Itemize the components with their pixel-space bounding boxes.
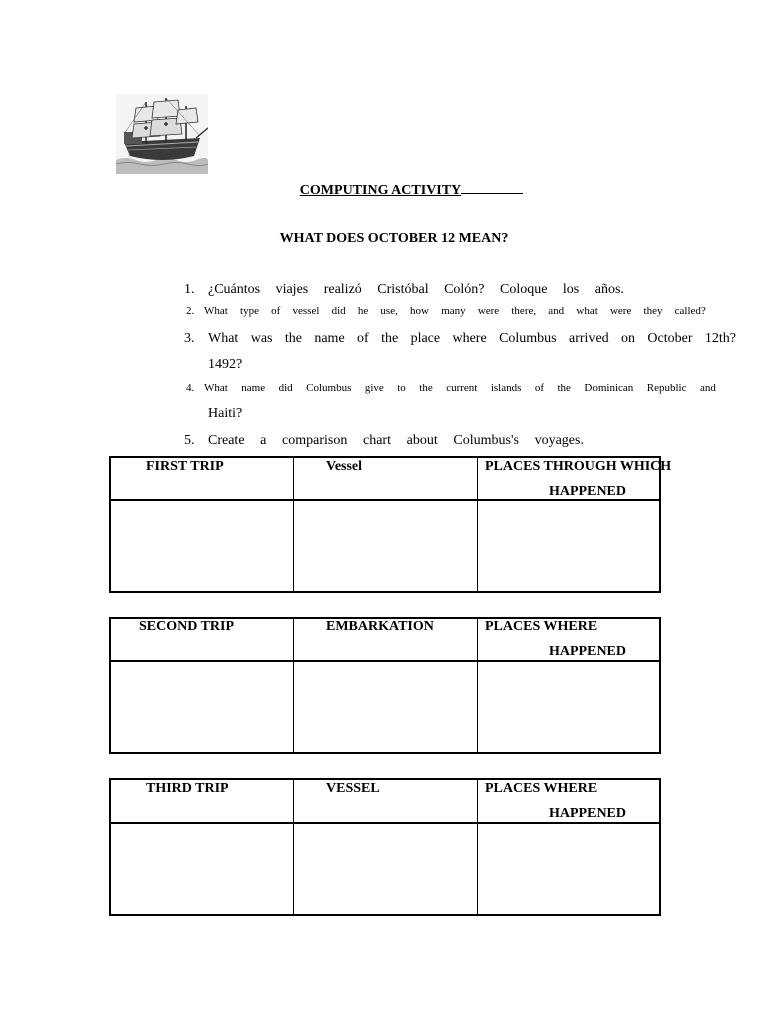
question-word: islands [490, 382, 522, 394]
question-word: a [260, 433, 267, 448]
question-word: voyages. [534, 433, 584, 448]
table-header-places: PLACES THROUGH WHICH [485, 459, 672, 474]
question-3 [184, 331, 736, 349]
question-word: type [240, 305, 259, 317]
question-word: Columbus [306, 382, 352, 394]
sailing-ship-icon [116, 94, 208, 174]
question-number: 5. [184, 433, 195, 448]
question-1 [184, 282, 736, 300]
question-word: he [357, 305, 369, 317]
page-subtitle: WHAT DOES OCTOBER 12 MEAN? [279, 231, 509, 246]
question-4 [186, 382, 716, 396]
question-text [204, 382, 716, 394]
question-word: and [548, 305, 565, 317]
question-word: Colón? [444, 282, 485, 297]
question-word: chart [363, 433, 391, 448]
question-word: What [204, 305, 228, 317]
question-word: Coloque [500, 282, 548, 297]
table-header-places-cont: HAPPENED [549, 806, 626, 821]
question-word: name [241, 382, 266, 394]
question-word: many [441, 305, 466, 317]
page-title [0, 180, 768, 199]
table-header-places-cont: HAPPENED [549, 644, 626, 659]
question-number: 1. [184, 282, 195, 297]
table-header-trip: THIRD TRIP [146, 781, 229, 796]
table-header-trip: FIRST TRIP [146, 459, 224, 474]
question-word: were [477, 305, 500, 317]
table-header-vessel: Vessel [326, 459, 363, 474]
question-word: they [643, 305, 663, 317]
question-word: the [381, 331, 399, 346]
question-number: 4. [186, 382, 195, 394]
question-word: use, [380, 305, 398, 317]
question-2 [186, 305, 706, 319]
question-word: how [410, 305, 429, 317]
question-3-continuation: 1492? [208, 357, 243, 372]
question-word: Columbus [499, 331, 557, 346]
question-word: called? [674, 305, 706, 317]
title-text: COMPUTING ACTIVITY [299, 183, 462, 198]
comparison-table-third-trip [109, 778, 661, 916]
question-word: was [250, 331, 273, 346]
comparison-table-first-trip [109, 456, 672, 593]
table-divider [111, 822, 659, 824]
question-word: where [452, 331, 487, 346]
question-word: vessel [292, 305, 320, 317]
question-word: name [314, 331, 345, 346]
question-word: about [406, 433, 438, 448]
question-4-continuation: Haiti? [208, 406, 243, 421]
table-header-embarkation: EMBARKATION [326, 619, 434, 634]
question-word: give [364, 382, 384, 394]
question-word: realizó [323, 282, 362, 297]
question-word: of [271, 305, 281, 317]
question-word: were [609, 305, 632, 317]
question-word: Create [208, 433, 245, 448]
table-divider [477, 619, 478, 752]
question-word: of [357, 331, 369, 346]
question-word: ¿Cuántos [208, 282, 261, 297]
table-divider [477, 458, 478, 591]
question-word: current [446, 382, 478, 394]
question-number: 3. [184, 331, 195, 346]
question-word: to [397, 382, 406, 394]
question-word: Republic [646, 382, 687, 394]
question-5 [184, 433, 584, 451]
question-word: the [419, 382, 433, 394]
question-word: on [621, 331, 636, 346]
question-word: of [534, 382, 545, 394]
question-word: did [331, 305, 346, 317]
table-header-places: PLACES WHERE [485, 781, 598, 796]
table-divider [293, 780, 294, 914]
question-word: the [284, 331, 302, 346]
question-word: comparison [282, 433, 348, 448]
question-word: Cristóbal [377, 282, 429, 297]
question-word: arrived [569, 331, 609, 346]
comparison-table-second-trip [109, 617, 661, 754]
question-word: October [647, 331, 693, 346]
question-word: Dominican [584, 382, 634, 394]
question-number: 2. [186, 305, 195, 317]
question-word: What [204, 382, 228, 394]
table-header-places: PLACES WHERE [485, 619, 598, 634]
question-word: and [699, 382, 716, 394]
question-word: what [576, 305, 598, 317]
table-divider [293, 458, 294, 591]
question-word: did [278, 382, 293, 394]
question-word: Columbus's [453, 433, 519, 448]
table-header-vessel: VESSEL [326, 781, 380, 796]
question-word: place [410, 331, 441, 346]
question-text [208, 433, 584, 449]
question-word: the [557, 382, 571, 394]
table-divider [293, 619, 294, 752]
question-word: 12th? [704, 331, 736, 346]
table-divider [111, 660, 659, 662]
question-word: los [562, 282, 580, 297]
table-header-places-cont: HAPPENED [549, 484, 626, 499]
table-divider [477, 780, 478, 914]
question-text [208, 282, 624, 298]
question-text [208, 331, 736, 347]
question-word: What [208, 331, 239, 346]
question-text [204, 305, 706, 317]
question-word: there, [511, 305, 537, 317]
table-header-trip: SECOND TRIP [139, 619, 235, 634]
title-blank-line [461, 180, 523, 194]
question-word: años. [594, 282, 624, 297]
question-word: viajes [275, 282, 309, 297]
